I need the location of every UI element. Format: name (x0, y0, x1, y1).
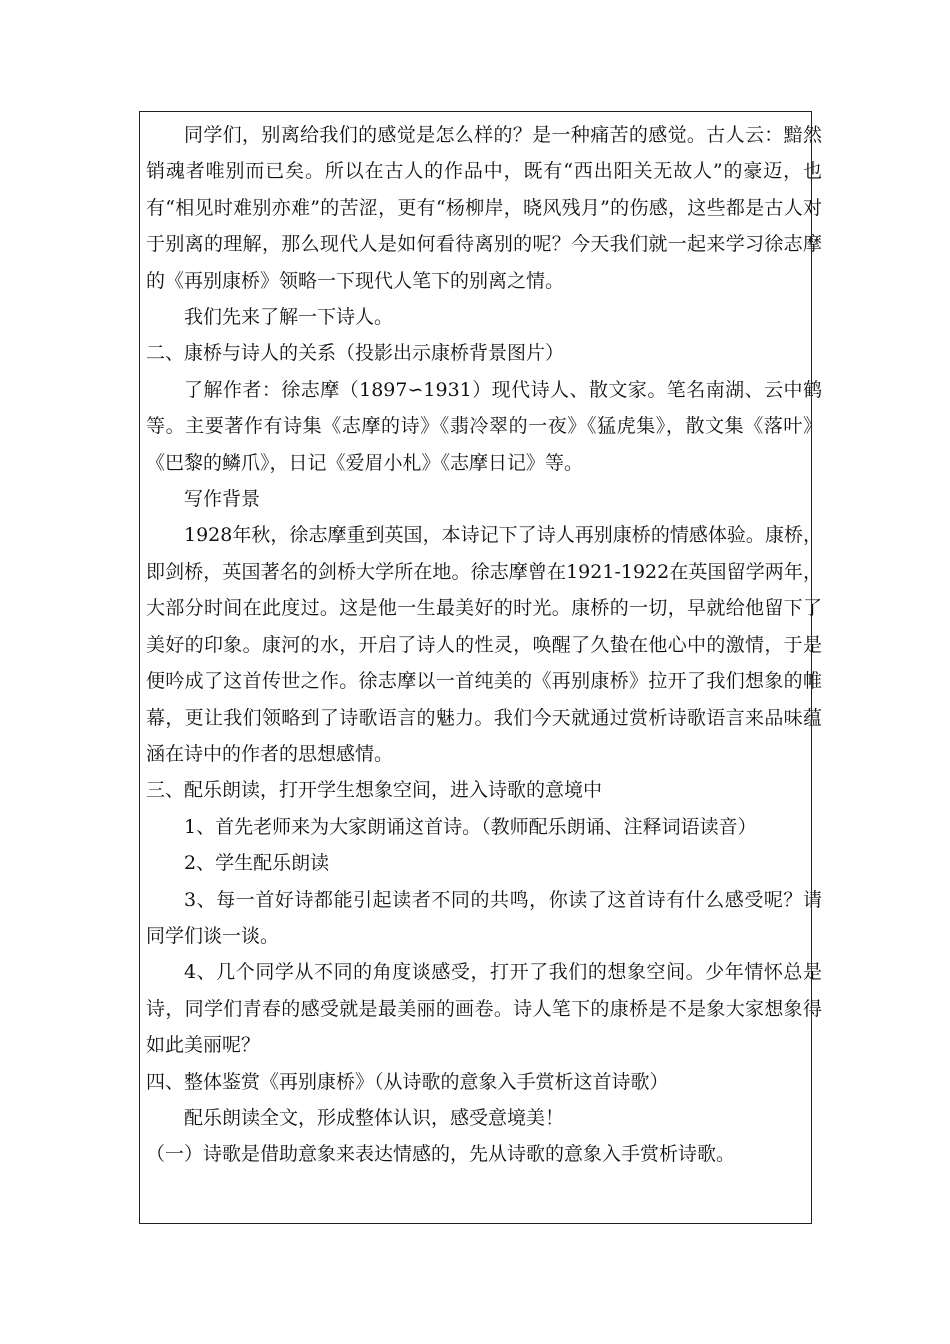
poet-intro-line: 我们先来了解一下诗人。 (184, 306, 394, 329)
step-2: 2、学生配乐朗读 (184, 852, 330, 875)
intro-paragraph: 同学们，别离给我们的感觉是怎么样的？是一种痛苦的感觉。古人云：黯然销魂者唯别而已矣。所以在古人的作品中，既有“西出阳关无故人”的豪迈，也有“相见时难别亦难”的苦涩，更有“杨柳岸，晓风残月”的伤感，这些都是古人对于别离的理解，那么现代人是如何看待离别的呢？今天我们就一起来学习徐志摩的《再别康桥》领略一下现代人笔下的别离之情。 (146, 124, 822, 292)
step-3: 3、每一首好诗都能引起读者不同的共鸣，你读了这首诗有什么感受呢？请同学们谈一谈。 (146, 888, 822, 947)
section-heading-2: 二、康桥与诗人的关系（投影出示康桥背景图片） (146, 342, 565, 365)
step-1: 1、首先老师来为大家朗诵这首诗。（教师配乐朗诵、注释词语读音） (184, 815, 757, 838)
step-4: 4、几个同学从不同的角度谈感受，打开了我们的想象空间。少年情怀总是诗，同学们青春的感受就是最美丽的画卷。诗人笔下的康桥是不是象大家想象得如此美丽呢？ (146, 961, 822, 1057)
section-heading-4: 四、整体鉴赏《再别康桥》（从诗歌的意象入手赏析这首诗歌） (146, 1070, 669, 1093)
background-heading: 写作背景 (184, 488, 261, 511)
subsection-1: （一）诗歌是借助意象来表达情感的，先从诗歌的意象入手赏析诗歌。 (146, 1143, 736, 1166)
reading-instruction: 配乐朗读全文，形成整体认识，感受意境美！ (184, 1106, 565, 1129)
document-body (146, 117, 822, 1173)
background-paragraph: 1928年秋，徐志摩重到英国，本诗记下了诗人再别康桥的情感体验。康桥，即剑桥，英国著名的剑桥大学所在地。徐志摩曾在1921-1922在英国留学两年，大部分时间在此度过。这是他一生最美好的时光。康桥的一切，早就给他留下了美好的印象。康河的水，开启了诗人的性灵，唤醒了久蛰在他心中的激情，于是便吟成了这首传世之作。徐志摩以一首纯美的《再别康桥》拉开了我们想象的帷幕，更让我们领略到了诗歌语言的魅力。我们今天就通过赏析诗歌语言来品味蕴涵在诗中的作者的思想感情。 (146, 524, 822, 765)
section-heading-3: 三、配乐朗读，打开学生想象空间，进入诗歌的意境中 (146, 779, 603, 802)
author-paragraph: 了解作者：徐志摩（1897∽1931）现代诗人、散文家。笔名南湖、云中鹤等。主要著作有诗集《志摩的诗》《翡冷翠的一夜》《猛虎集》，散文集《落叶》《巴黎的鳞爪》，日记《爱眉小札》《志摩日记》等。 (146, 378, 822, 474)
